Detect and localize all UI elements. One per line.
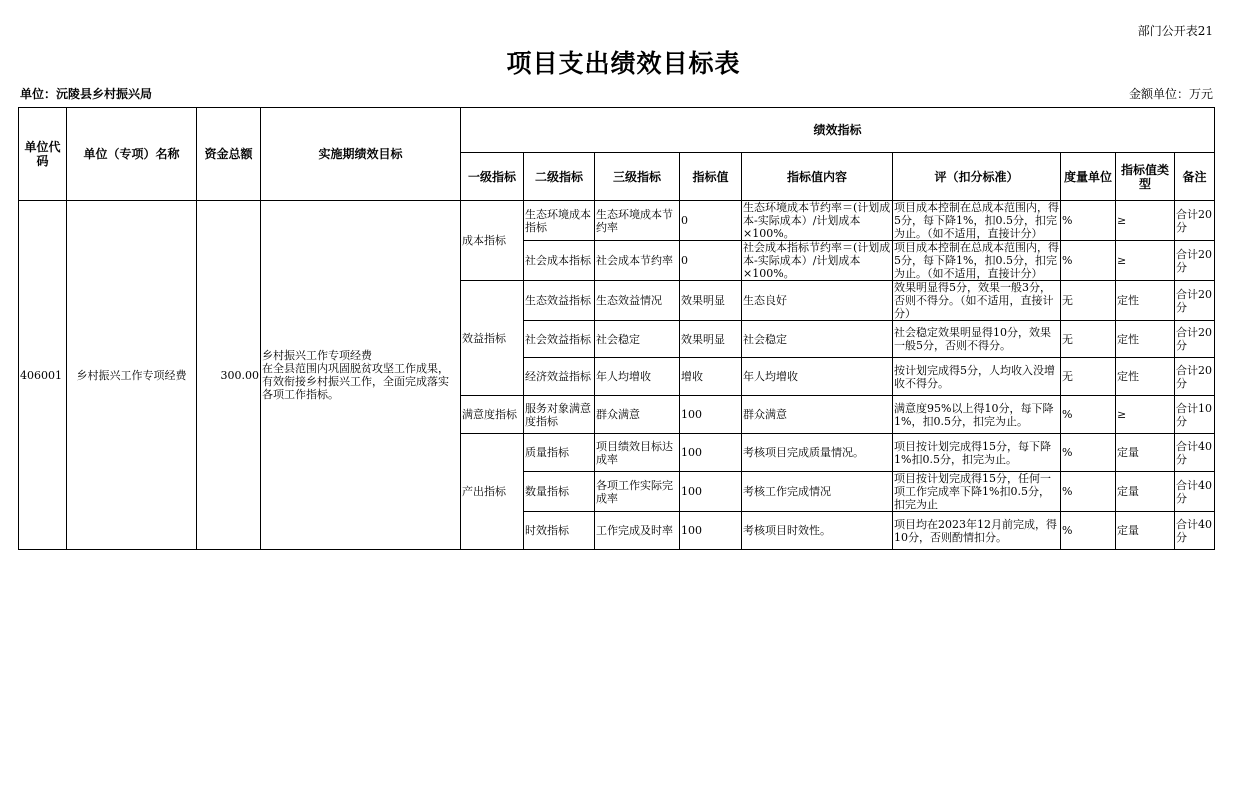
header-performance: 绩效指标: [461, 108, 1215, 153]
header-note: 备注: [1175, 153, 1215, 201]
value-cell: 100: [680, 434, 742, 472]
level3-cell: 年人均增收: [595, 358, 680, 396]
goal-cell: 乡村振兴工作专项经费 在全县范围内巩固脱贫攻坚工作成果，有效衔接乡村振兴工作，全面完成落实各项工作指标。: [261, 201, 461, 550]
score-text: 效果明显得5分，效果一般3分，否则不得分。（如不适用，直接计分）: [894, 281, 1054, 320]
value-type-cell: 定量: [1116, 434, 1175, 472]
level3-cell: 工作完成及时率: [595, 512, 680, 550]
header-value-type: 指标值类型: [1116, 153, 1175, 201]
money-unit-label: 金额单位：万元: [1128, 87, 1213, 101]
content-cell: [742, 281, 893, 321]
value-cell: 增收: [680, 358, 742, 396]
content-cell: [742, 512, 893, 550]
header-content: 指标值内容: [742, 153, 893, 201]
measure-cell: %: [1061, 241, 1116, 281]
score-cell: [893, 396, 1061, 434]
page-title: 项目支出绩效目标表: [506, 49, 741, 78]
note-cell: 合计20分: [1175, 358, 1215, 396]
value-type-cell: 定性: [1116, 321, 1175, 358]
header-value: 指标值: [680, 153, 742, 201]
score-cell: [893, 472, 1061, 512]
note-cell: 合计10分: [1175, 396, 1215, 434]
content-text: 生态环境成本节约率＝(计划成本-实际成本）/计划成本×100%。: [743, 201, 891, 240]
content-cell: [742, 396, 893, 434]
note-cell: 合计20分: [1175, 281, 1215, 321]
content-text: 群众满意: [743, 408, 787, 421]
measure-cell: %: [1061, 434, 1116, 472]
value-type-cell: ≥: [1116, 241, 1175, 281]
level3-cell: 生态环境成本节约率: [595, 201, 680, 241]
table-row: [19, 201, 1215, 241]
header-level2: 二级指标: [524, 153, 595, 201]
unit-code-cell: 406001: [19, 201, 67, 550]
header-measure: 度量单位: [1061, 153, 1116, 201]
value-cell: 0: [680, 241, 742, 281]
note-cell: 合计40分: [1175, 512, 1215, 550]
value-type-cell: ≥: [1116, 396, 1175, 434]
measure-cell: %: [1061, 201, 1116, 241]
score-text: 项目均在2023年12月前完成，得10分，否则酌情扣分。: [894, 517, 1057, 544]
header-row-1: [19, 108, 1215, 153]
level2-cell: 质量指标: [524, 434, 595, 472]
value-type-cell: 定性: [1116, 281, 1175, 321]
score-text: 项目成本控制在总成本范围内，得5分，每下降1%，扣0.5分，扣完为止。（如不适用，直接计分）: [894, 201, 1059, 240]
note-cell: 合计20分: [1175, 201, 1215, 241]
content-text: 生态良好: [743, 294, 787, 307]
score-cell: [893, 512, 1061, 550]
content-text: 考核项目时效性。: [743, 524, 831, 537]
content-cell: [742, 472, 893, 512]
level3-cell: 生态效益情况: [595, 281, 680, 321]
value-cell: 100: [680, 472, 742, 512]
content-cell: [742, 434, 893, 472]
note-cell: 合计20分: [1175, 321, 1215, 358]
content-cell: [742, 241, 893, 281]
level3-cell: 社会成本节约率: [595, 241, 680, 281]
header-name: 单位（专项）名称: [67, 108, 197, 201]
content-text: 社会成本指标节约率＝(计划成本-实际成本）/计划成本×100%。: [743, 241, 891, 280]
score-text: 按计划完成得5分，人均收入没增收不得分。: [894, 363, 1055, 390]
note-cell: 合计20分: [1175, 241, 1215, 281]
total-amount-cell: 300.00: [197, 201, 261, 550]
measure-cell: %: [1061, 472, 1116, 512]
unit-label: 单位：沅陵县乡村振兴局: [20, 87, 153, 101]
level3-cell: 项目绩效目标达成率: [595, 434, 680, 472]
content-text: 考核工作完成情况: [743, 485, 831, 498]
measure-cell: %: [1061, 396, 1116, 434]
value-type-cell: 定性: [1116, 358, 1175, 396]
score-cell: [893, 321, 1061, 358]
level2-cell: 生态环境成本指标: [524, 201, 595, 241]
level1-cell: 效益指标: [461, 281, 524, 396]
content-text: 考核项目完成质量情况。: [743, 446, 864, 459]
value-cell: 100: [680, 396, 742, 434]
note-cell: 合计40分: [1175, 472, 1215, 512]
content-cell: [742, 358, 893, 396]
value-type-cell: 定量: [1116, 512, 1175, 550]
header-total: 资金总额: [197, 108, 261, 201]
level3-cell: 各项工作实际完成率: [595, 472, 680, 512]
score-text: 项目按计划完成得15分，每下降1%扣0.5分，扣完为止。: [894, 439, 1051, 466]
level3-cell: 社会稳定: [595, 321, 680, 358]
level1-cell: 产出指标: [461, 434, 524, 550]
table-number: 部门公开表21: [1137, 24, 1213, 38]
level2-cell: 时效指标: [524, 512, 595, 550]
value-cell: 效果明显: [680, 321, 742, 358]
content-cell: [742, 201, 893, 241]
score-text: 项目按计划完成得15分，任何一项工作完成率下降1%扣0.5分，扣完为止: [894, 472, 1051, 511]
project-name-cell: 乡村振兴工作专项经费: [67, 201, 197, 550]
level1-cell: 成本指标: [461, 201, 524, 281]
value-cell: 0: [680, 201, 742, 241]
level1-cell: 满意度指标: [461, 396, 524, 434]
score-cell: [893, 201, 1061, 241]
note-cell: 合计40分: [1175, 434, 1215, 472]
value-cell: 100: [680, 512, 742, 550]
content-text: 年人均增收: [743, 370, 798, 383]
score-cell: [893, 434, 1061, 472]
performance-table: [18, 107, 1215, 550]
score-cell: [893, 281, 1061, 321]
header-goal: 实施期绩效目标: [261, 108, 461, 201]
value-type-cell: 定量: [1116, 472, 1175, 512]
level2-cell: 生态效益指标: [524, 281, 595, 321]
measure-cell: 无: [1061, 321, 1116, 358]
content-text: 社会稳定: [743, 332, 787, 346]
score-text: 项目成本控制在总成本范围内，得5分，每下降1%，扣0.5分，扣完为止。（如不适用，直接计分）: [894, 241, 1059, 280]
level3-cell: 群众满意: [595, 396, 680, 434]
score-cell: [893, 358, 1061, 396]
header-level1: 一级指标: [461, 153, 524, 201]
value-type-cell: ≥: [1116, 201, 1175, 241]
level2-cell: 数量指标: [524, 472, 595, 512]
level2-cell: 社会成本指标: [524, 241, 595, 281]
score-text: 满意度95%以上得10分，每下降1%，扣0.5分，扣完为止。: [894, 401, 1054, 428]
measure-cell: 无: [1061, 358, 1116, 396]
value-cell: 效果明显: [680, 281, 742, 321]
level2-cell: 社会效益指标: [524, 321, 595, 358]
measure-cell: 无: [1061, 281, 1116, 321]
measure-cell: %: [1061, 512, 1116, 550]
header-level3: 三级指标: [595, 153, 680, 201]
level2-cell: 经济效益指标: [524, 358, 595, 396]
content-cell: [742, 321, 893, 358]
level2-cell: 服务对象满意度指标: [524, 396, 595, 434]
score-cell: [893, 241, 1061, 281]
header-code: 单位代码: [19, 108, 67, 201]
header-score: 评（扣分标准）: [893, 153, 1061, 201]
score-text: 社会稳定效果明显得10分，效果一般5分，否则不得分。: [894, 326, 1051, 352]
